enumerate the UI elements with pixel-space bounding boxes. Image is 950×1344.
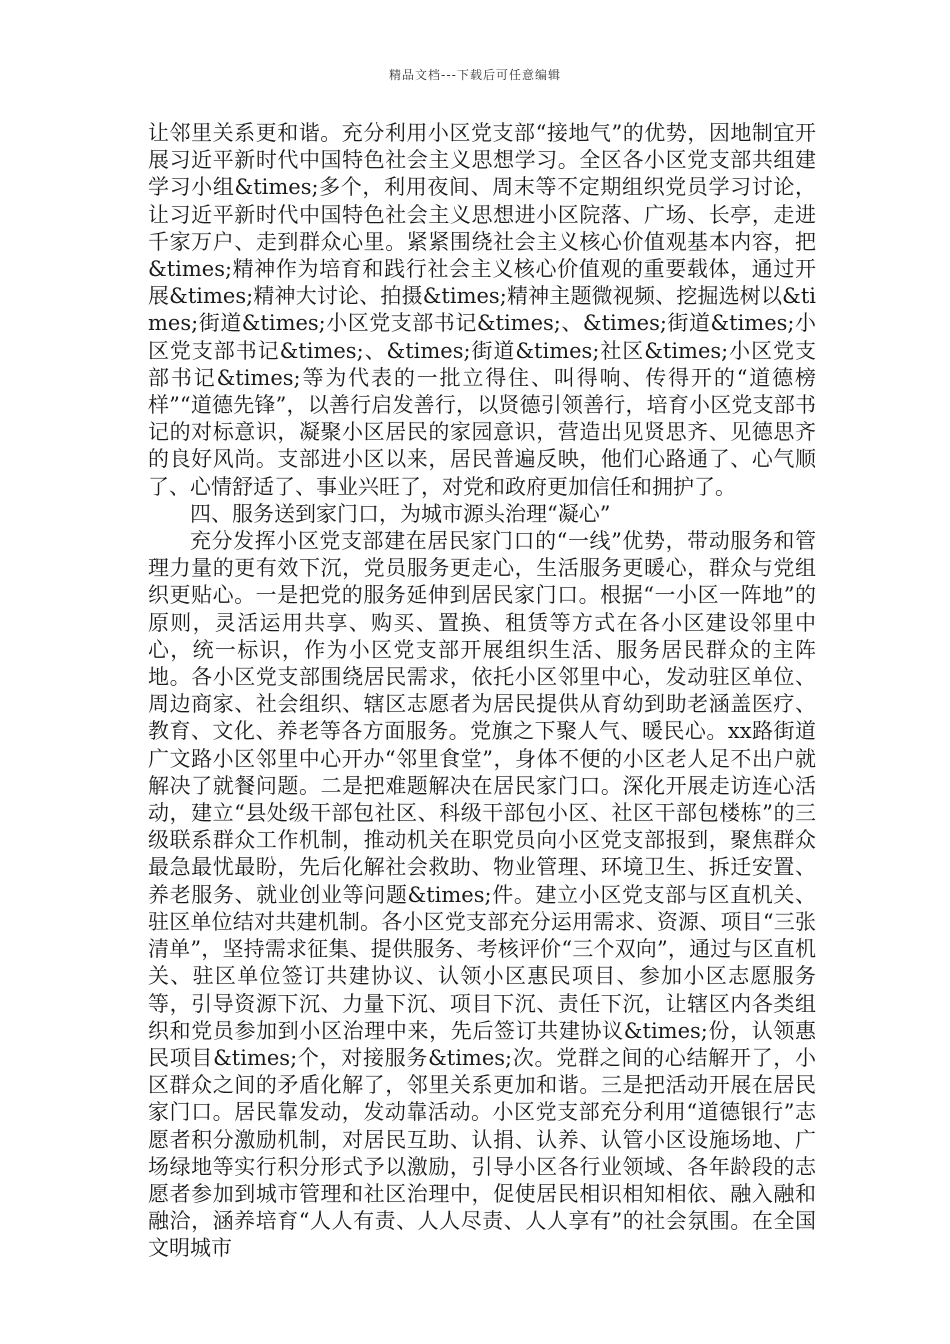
section-heading: 四、服务送到家门口，为城市源头治理“凝心”: [190, 501, 611, 526]
page-header: 精品文档---下载后可任意编辑: [389, 68, 561, 82]
body-paragraph: 让邻里关系更和谐。充分利用小区党支部“接地气”的优势，因地制宜开展习近平新时代中国特色社会主义思想学习。全区各小区党支部共组建学习小组&times;多个，利用夜间、周末等不定期组织党员学习讨论，让习近平新时代中国特色社会主义思想进小区院落、广场、长亭，走进千家万户、走到群众心里。紧紧围绕社会主义核心价值观基本内容，把&times;精神作为培育和践行社会主义核心价值观的重要载体，通过开展&times;精神大讨论、拍摄&times;精神主题微视频、挖掘选树以&times;街道&times;小区党支部书记&times;、&times;街道&times;小区党支部书记&times;、&times;街道&times;社区&times;小区党支部书记&times;等为代表的一批立得住、叫得响、传得开的“道德榜样”“道德先锋”，以善行启发善行，以贤德引领善行，培育小区党支部书记的对标意识，凝聚小区居民的家园意识，营造出见贤思齐、见德思齐的良好风尚。支部进小区以来，居民普遍反映，他们心路通了、心气顺了、心情舒适了、事业兴旺了，对党和政府更加信任和拥护了。: [148, 121, 816, 499]
document-body: [148, 120, 816, 1263]
body-paragraph: 充分发挥小区党支部建在居民家门口的“一线”优势，带动服务和管理力量的更有效下沉，党员服务更走心，生活服务更暖心，群众与党组织更贴心。一是把党的服务延伸到居民家门口。根据“一小区一阵地”的原则，灵活运用共享、购买、置换、租赁等方式在各小区建设邻里中心，统一标识，作为小区党支部开展组织生活、服务居民群众的主阵地。各小区党支部围绕居民需求，依托小区邻里中心，发动驻区单位、周边商家、社会组织、辖区志愿者为居民提供从育幼到助老涵盖医疗、教育、文化、养老等各方面服务。党旗之下聚人气、暖民心。xx路街道广文路小区邻里中心开办“邻里食堂”，身体不便的小区老人足不出户就解决了就餐问题。二是把难题解决在居民家门口。深化开展走访连心活动，建立“县处级干部包社区、科级干部包小区、社区干部包楼栋”的三级联系群众工作机制，推动机关在职党员向小区党支部报到，聚焦群众最急最忧最盼，先后化解社会救助、物业管理、环境卫生、拆迁安置、养老服务、就业创业等问题&times;件。建立小区党支部与区直机关、驻区单位结对共建机制。各小区党支部充分运用需求、资源、项目“三张清单”，坚持需求征集、提供服务、考核评价“三个双向”，通过与区直机关、驻区单位签订共建协议、认领小区惠民项目、参加小区志愿服务等，引导资源下沉、力量下沉、项目下沉、责任下沉，让辖区内各类组织和党员参加到小区治理中来，先后签订共建协议&times;份，认领惠民项目&times;个，对接服务&times;次。党群之间的心结解开了，小区群众之间的矛盾化解了，邻里关系更加和谐。三是把活动开展在居民家门口。居民靠发动，发动靠活动。小区党支部充分利用“道德银行”志愿者积分激励机制，对居民互助、认捐、认养、认管小区设施场地、广场绿地等实行积分形式予以激励，引导小区各行业领域、各年龄段的志愿者参加到城市管理和社区治理中，促使居民相识相知相依、融入融和融洽，涵养培育“人人有责、人人尽责、人人享有”的社会氛围。在全国文明城市: [148, 529, 816, 1261]
